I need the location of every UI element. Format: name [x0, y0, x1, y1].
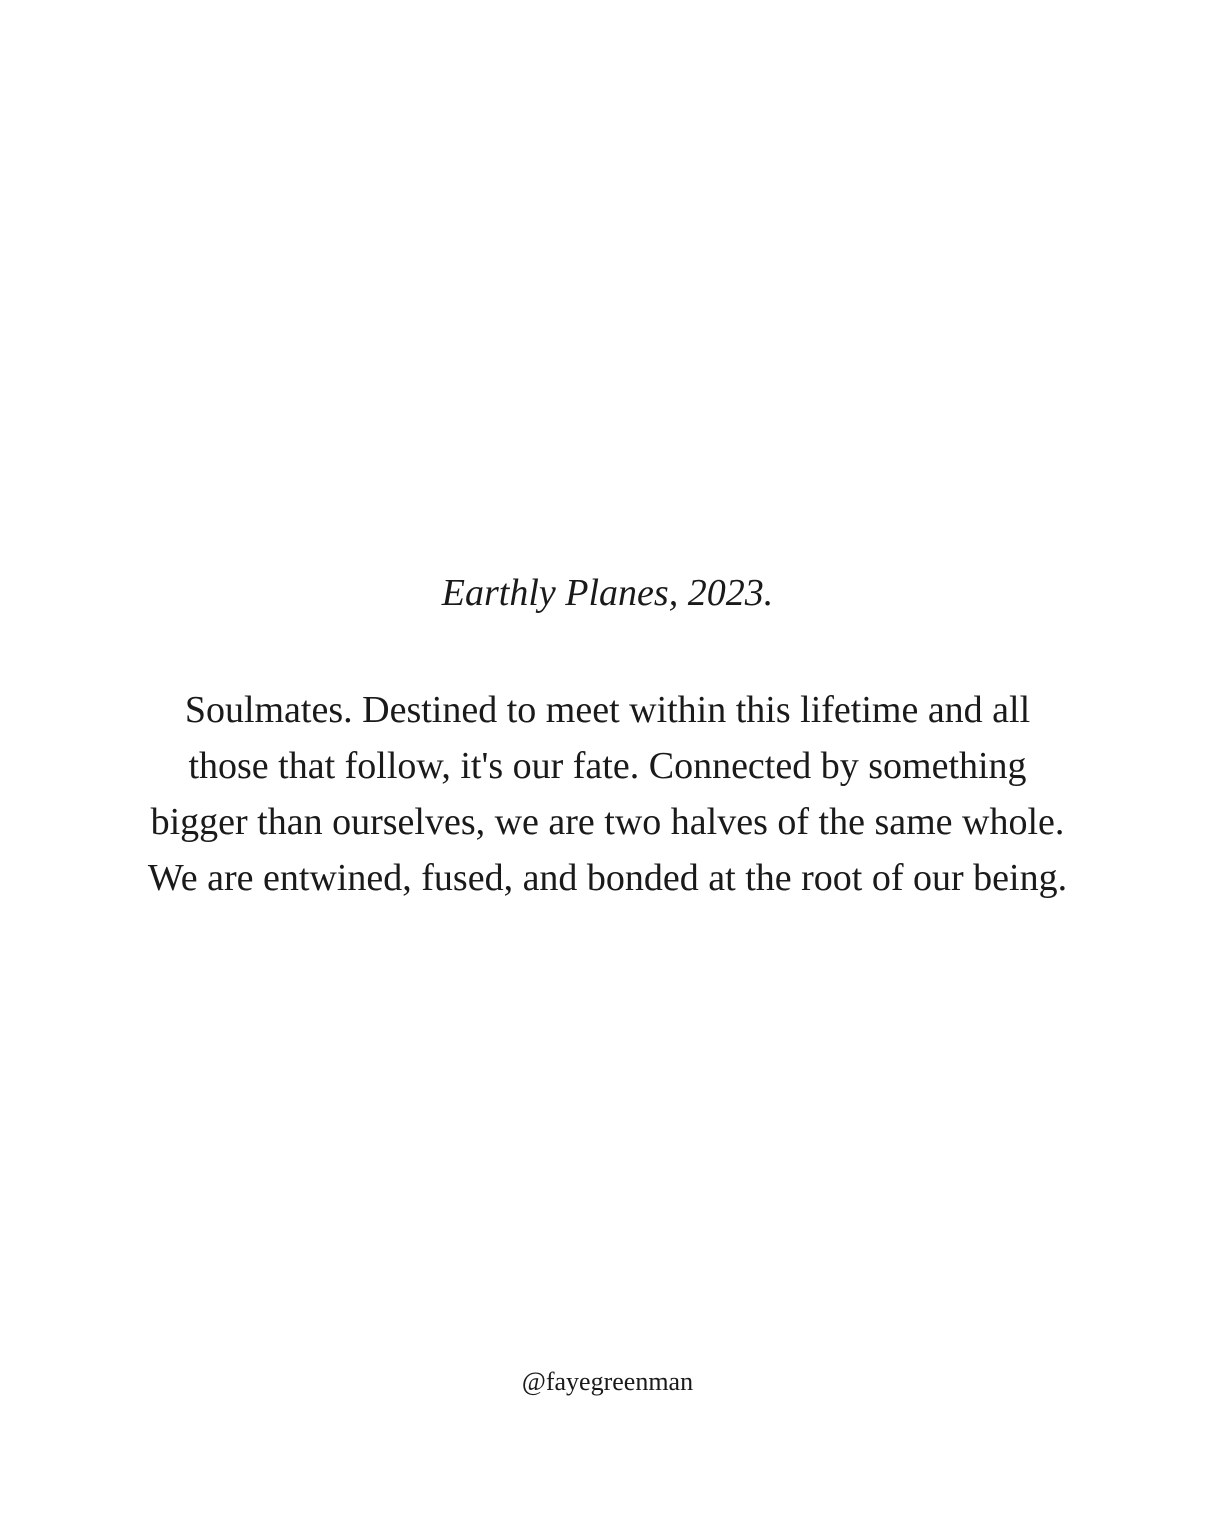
author-handle: @fayegreenman	[521, 1367, 694, 1396]
poem-body: Soulmates. Destined to meet within this lifetime and all those that follow, it's our fate. Connected by something bigger than ourselves, we are two halves of the same whole. We are entwined, fused, and bonded at the root of our being.	[147, 689, 1068, 899]
poem-title: Earthly Planes, 2023.	[441, 572, 774, 614]
